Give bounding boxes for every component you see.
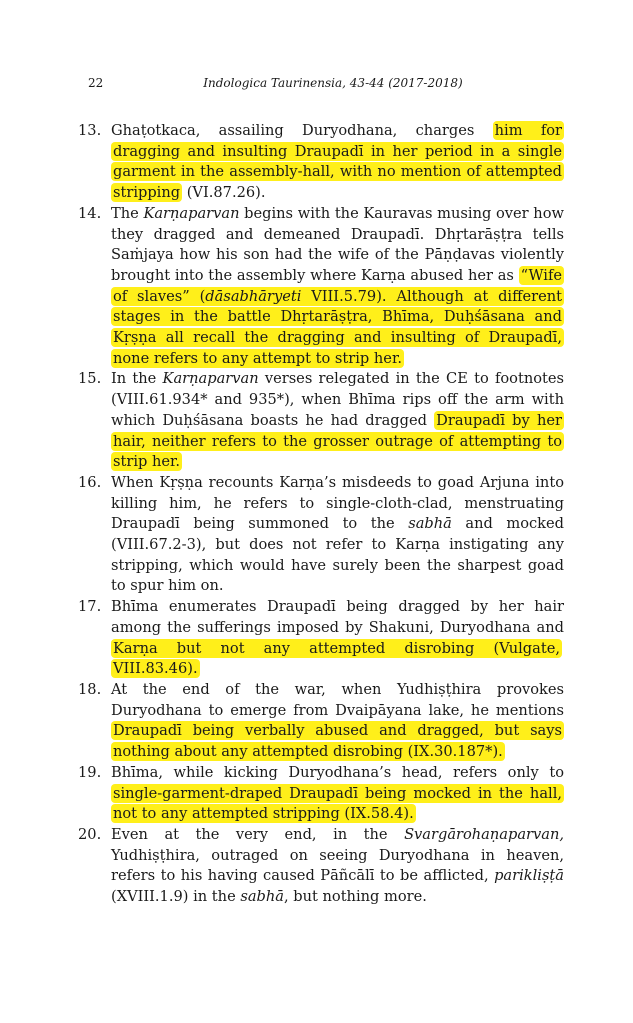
- highlight: “Wife of slaves” (dāsabhāryeti VIII.5.79). Although at different stages in the battle Dhṛtarāṣṭra, Bhīma, Duḥśāsana and Kṛṣṇa all recall the dragging and insulting of Draupadī, none refers to any attempt to strip her.: [113, 266, 562, 367]
- list-item: [78, 680, 564, 763]
- list-item: [78, 121, 564, 204]
- highlight: Karṇa but not any attempted disrobing (Vulgate, VIII.83.46).: [113, 639, 560, 678]
- list-item: [78, 369, 564, 473]
- item-text: In the Karṇaparvan verses relegated in the CE to footnotes (VIII.61.934* and 935*), when Bhīma rips off the arm with which Duḥśāsana boasts he had dragged Draupadī by her hair, neither refers to the grosser outrage of attempting to strip her.: [111, 370, 564, 471]
- running-head: Indologica Taurinensia, 43-44 (2017-2018): [203, 76, 463, 90]
- item-text: The Karṇaparvan begins with the Kauravas musing over how they dragged and demeaned Draupadī. Dhṛtarāṣṭra tells Saṁjaya how his son had the wife of the Pāṇḍavas violently brought into the assembly where Karṇa abused her as “Wife of slaves” (dāsabhāryeti VIII.5.79). Although at different stages in the battle Dhṛtarāṣṭra, Bhīma, Duḥśāsana and Kṛṣṇa all recall the dragging and insulting of Draupadī, none refers to any attempt to strip her.: [111, 204, 564, 367]
- item-text: Ghaṭotkaca, assailing Duryodhana, charges him for dragging and insulting Draupadī in her period in a single garment in the assembly-hall, with no mention of attempted stripping (VI.87.26).: [111, 122, 563, 202]
- item-number: 16.: [78, 473, 102, 491]
- item-number: 20.: [78, 825, 102, 843]
- list-item: [78, 597, 564, 680]
- list-item: [78, 473, 564, 597]
- page-header: [88, 76, 578, 92]
- list-item: [78, 204, 564, 370]
- item-number: 17.: [78, 598, 102, 616]
- item-text: At the end of the war, when Yudhiṣṭhira provokes Duryodhana to emerge from Dvaipāyana lake, he mentions Draupadī being verbally abused and dragged, but says nothing about any attempted disrobing (IX.30.187*).: [111, 680, 564, 761]
- item-text: Even at the very end, in the Svargārohaṇaparvan, Yudhiṣṭhira, outraged on seeing Duryodhana in heaven, refers to his having caused Pāñcālī to be afflicted, parikliṣṭā (XVIII.1.9) in the sabhā, but nothing more.: [111, 825, 564, 906]
- item-number: 15.: [78, 370, 102, 388]
- item-number: 14.: [78, 204, 102, 222]
- highlight: him for dragging and insulting Draupadī in her period in a single garment in the assembly-hall, with no mention of attempted stripping: [113, 122, 563, 202]
- highlight: Draupadī being verbally abused and dragged, but says nothing about any attempted disrobing (IX.30.187*).: [113, 722, 562, 761]
- numbered-list: [78, 121, 564, 908]
- item-number: 18.: [78, 680, 102, 698]
- list-item: [78, 825, 564, 908]
- page-number: 22: [88, 76, 104, 90]
- item-number: 19.: [78, 763, 102, 781]
- item-text: When Kṛṣṇa recounts Karṇa’s misdeeds to goad Arjuna into killing him, he refers to single-cloth-clad, menstruating Draupadī being summoned to the sabhā and mocked (VIII.67.2-3), but does not refer to Karṇa instigating any stripping, which would have surely been the sharpest goad to spur him on.: [111, 473, 564, 595]
- item-text: Bhīma enumerates Draupadī being dragged by her hair among the sufferings imposed by Shakuni, Duryodhana and Karṇa but not any attempted disrobing (Vulgate, VIII.83.46).: [111, 598, 564, 678]
- item-number: 13.: [78, 122, 102, 139]
- list-item: [78, 763, 564, 825]
- highlight: single-garment-draped Draupadī being mocked in the hall, not to any attempted stripping (IX.58.4).: [113, 784, 562, 823]
- highlight: Draupadī by her hair, neither refers to the grosser outrage of attempting to strip her.: [113, 411, 562, 471]
- item-text: Bhīma, while kicking Duryodhana’s head, refers only to single-garment-draped Draupadī being mocked in the hall, not to any attempted stripping (IX.58.4).: [111, 763, 564, 823]
